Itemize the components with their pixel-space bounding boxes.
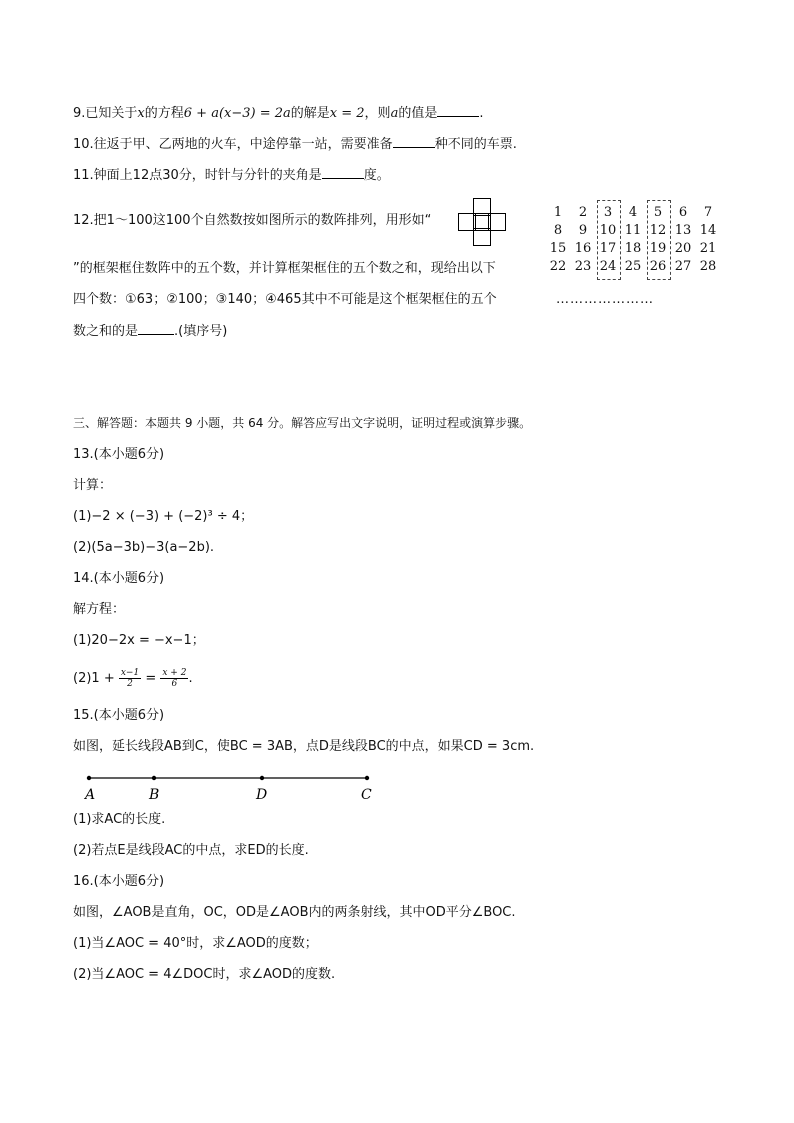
point-c <box>365 776 369 780</box>
grid-number: 12 <box>649 223 667 238</box>
q14-text: . <box>188 671 193 686</box>
grid-number: 28 <box>699 259 717 274</box>
section-title: 三、解答题：本题共 9 小题，共 64 分。解答应写出文字说明，证明过程或演算步骤。 <box>73 416 532 430</box>
point-b <box>152 776 156 780</box>
grid-number: 6 <box>678 205 688 220</box>
grid-number: 14 <box>699 223 717 238</box>
point-a <box>87 776 91 780</box>
line-segment-diagram <box>85 770 385 802</box>
grid-number: 15 <box>549 241 567 256</box>
question-11 <box>73 166 390 185</box>
q13-title: 13.(本小题6分) <box>73 447 165 462</box>
label-d: D <box>256 787 268 803</box>
q15-intro: 如图，延长线段AB到C，使BC = 3AB，点D是线段BC的中点，如果CD = 3cm. <box>73 739 535 754</box>
label-a: A <box>85 787 96 803</box>
q9-solution: x = 2 <box>329 106 365 121</box>
q15-part1: (1)求AC的长度. <box>73 812 166 827</box>
q13-part2: (2)(5a−3b)−3(a−2b). <box>73 540 215 555</box>
grid-number: 27 <box>674 259 692 274</box>
q16-part2: (2)当∠AOC = 4∠DOC时，求∠AOD的度数. <box>73 967 336 982</box>
answer-blank <box>138 322 174 335</box>
q14-title: 14.(本小题6分) <box>73 571 165 586</box>
ellipsis: ………………… <box>556 292 654 307</box>
grid-number: 20 <box>674 241 692 256</box>
q15-title: 15.(本小题6分) <box>73 708 165 723</box>
q14-text: (2)1 + <box>73 671 119 686</box>
q10-text: 种不同的车票. <box>434 137 517 152</box>
grid-number: 21 <box>699 241 717 256</box>
label-b: B <box>149 787 160 803</box>
q11-text: 度。 <box>363 168 390 183</box>
question-12-line1: 12.把1～100这100个自然数按如图所示的数阵排列，用形如“ <box>73 213 432 228</box>
fraction <box>160 668 188 689</box>
q14-part2 <box>73 668 193 689</box>
grid-number: 10 <box>599 223 617 238</box>
grid-number: 8 <box>553 223 563 238</box>
q12-text: .(填序号) <box>174 324 228 339</box>
grid-number: 24 <box>599 259 617 274</box>
q14-intro: 解方程： <box>73 602 126 617</box>
q9-var: x <box>137 106 145 121</box>
q13-part1: (1)−2 × (−3) + (−2)³ ÷ 4； <box>73 509 254 524</box>
grid-number: 19 <box>649 241 667 256</box>
q13-intro: 计算： <box>73 478 113 493</box>
grid-number: 22 <box>549 259 567 274</box>
denominator: 2 <box>127 679 133 689</box>
grid-number: 25 <box>624 259 642 274</box>
question-12-line2: ”的框架框住数阵中的五个数，并计算框架框住的五个数之和，现给出以下 <box>73 261 496 276</box>
grid-number: 9 <box>578 223 588 238</box>
q9-text: 的方程 <box>144 106 184 121</box>
answer-blank <box>437 104 479 117</box>
q9-var: a <box>390 106 399 121</box>
grid-number: 11 <box>624 223 642 238</box>
question-9 <box>73 104 483 123</box>
q16-part1: (1)当∠AOC = 40°时，求∠AOD的度数； <box>73 936 318 951</box>
answer-blank <box>322 166 364 179</box>
q11-text: 11.钟面上12点30分，时针与分针的夹角是 <box>73 168 322 183</box>
q16-intro: 如图，∠AOB是直角，OC，OD是∠AOB内的两条射线，其中OD平分∠BOC. <box>73 905 516 920</box>
q9-text: ，则 <box>364 106 391 121</box>
label-c: C <box>361 787 372 803</box>
q10-text: 10.往返于甲、乙两地的火车，中途停靠一站，需要准备 <box>73 137 393 152</box>
q9-text: . <box>479 106 484 121</box>
grid-number: 18 <box>624 241 642 256</box>
q16-title: 16.(本小题6分) <box>73 874 165 889</box>
fraction <box>119 668 141 689</box>
point-d <box>260 776 264 780</box>
numerator: x + 2 <box>162 668 187 678</box>
answer-blank <box>393 135 435 148</box>
q12-text: 数之和的是 <box>73 324 139 339</box>
q9-text: 的值是 <box>398 106 438 121</box>
q9-equation: 6 + a(x−3) = 2a <box>183 106 291 121</box>
grid-number: 13 <box>674 223 692 238</box>
q15-part2: (2)若点E是线段AC的中点，求ED的长度. <box>73 843 309 858</box>
q14-text: = <box>141 671 161 686</box>
grid-number: 3 <box>603 205 613 220</box>
q9-text: 9.已知关于 <box>73 106 138 121</box>
question-10 <box>73 135 517 154</box>
grid-number: 17 <box>599 241 617 256</box>
grid-number: 7 <box>703 205 713 220</box>
question-12-line4 <box>73 322 227 341</box>
grid-number: 2 <box>578 205 588 220</box>
numerator: x−1 <box>120 668 140 678</box>
q14-part1: (1)20−2x = −x−1； <box>73 633 205 648</box>
grid-number: 1 <box>553 205 563 220</box>
grid-number: 16 <box>574 241 592 256</box>
grid-number: 23 <box>574 259 592 274</box>
question-12-line3: 四个数：①63；②100；③140；④465其中不可能是这个框架框住的五个 <box>73 292 497 307</box>
grid-number: 26 <box>649 259 667 274</box>
grid-number: 5 <box>653 205 663 220</box>
q9-text: 的解是 <box>290 106 330 121</box>
cross-frame-icon <box>458 198 504 244</box>
denominator: 6 <box>171 679 178 689</box>
grid-number: 4 <box>628 205 638 220</box>
